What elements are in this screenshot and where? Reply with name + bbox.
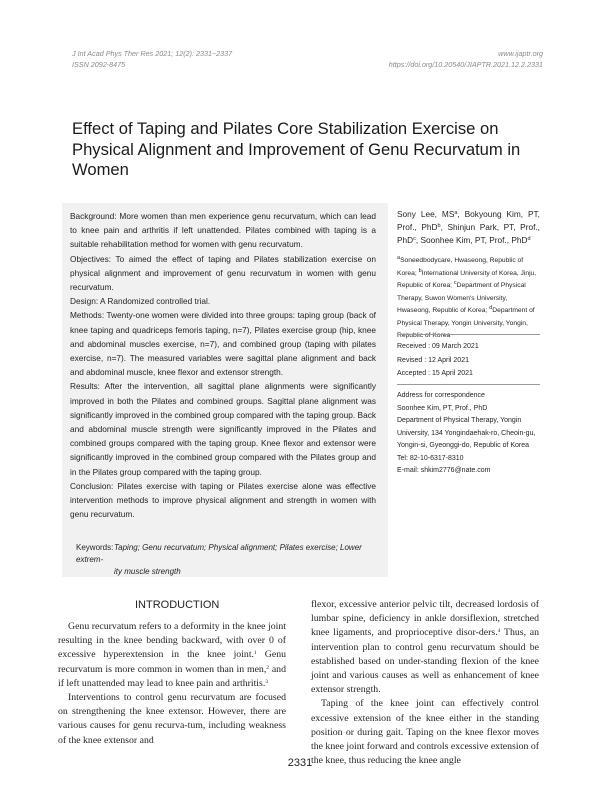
received-date: Received : 09 March 2021 [397, 343, 479, 350]
article-title: Effect of Taping and Pilates Core Stabilization Exercise on Physical Alignment and Improvement of Genu Recurvatum in Women [72, 119, 521, 179]
citation-1[interactable]: 1 [254, 650, 257, 657]
issn: ISSN 2092-8475 [72, 60, 126, 69]
citation-3[interactable]: 3 [265, 678, 269, 685]
abstract [70, 209, 376, 521]
journal-citation: J Int Acad Phys Ther Res 2021; 12(2): 2331~2337 [72, 49, 233, 58]
author-3: , Shinjun Park, PT, Prof., PhD [397, 222, 540, 246]
intro-paragraph-4: Taping of the knee joint can effectively control excessive extension of the knee either in the standing position or during gait. Taping on the knee flexor moves the knee joint forward and controls excessive extension of the knee, thus reducing the knee angle [311, 698, 539, 767]
intro-paragraph-1: Genu recurvatum refers to a deformity in the knee joint resulting in the knee bending backward, with over 0 of excessive hyperextension in the knee joint.$^1$ Genu recurvatum is more common in women than in men,$^2$ and if left unattended may lead to knee pain and arthritis.$^3$ [58, 621, 286, 689]
author-2: , Bokyoung Kim, PT, Prof., PhD [397, 209, 540, 233]
page-number: 2331 [287, 757, 313, 769]
journal-header-right [389, 48, 543, 70]
author-4: , Soonhee Kim, PT, Prof., PhD [415, 235, 528, 246]
affiliation-b: International University of Korea, Jinju, Republic of Korea; [397, 269, 537, 289]
section-heading-introduction: INTRODUCTION [135, 599, 220, 611]
correspondence-label: Address for correspondence [397, 392, 485, 399]
keywords-label: Keywords: [76, 543, 114, 552]
accepted-date: Accepted : 15 April 2021 [397, 370, 473, 377]
author-1-affil: a [454, 210, 458, 216]
keywords-text: Taping; Genu recurvatum; Physical alignment; Pilates exercise; Lower extrem- [76, 543, 362, 564]
divider [397, 334, 540, 335]
abstract-objectives: Objectives: To aimed the effect of taping and Pilates stabilization exercise on physical alignment and improvement of genu recurvatum in women with genu recurvatum. [70, 253, 376, 293]
abstract-design: Design: A Randomized controlled trial. [70, 296, 211, 307]
author-4-affil: d [527, 236, 531, 243]
correspondence-address: Department of Physical Therapy, Yongin University, 134 Yongindaehak-ro, Cheoin-gu, Yongin-si, Gyeonggi-do, Republic of Korea [397, 417, 536, 449]
doi-link[interactable]: https://doi.org/10.20540/JIAPTR.2021.12.2.2331 [388, 60, 543, 69]
correspondence-tel: Tel: 82-10-6317-8310 [397, 454, 464, 462]
affiliation-d: Department of Physical Therapy, Yongin University, Yongin, Republic of Korea [397, 307, 535, 339]
journal-header-left [72, 48, 232, 70]
intro-paragraph-2: Interventions to control genu recurvatum are focused on strengthening the knee extensor. However, there are various causes for genu recurva-tum, including weakness of the knee extensor and [58, 692, 286, 746]
abstract-conclusion: Conclusion: Pilates exercise with taping or Pilates exercise alone was effective intervention methods to improve physical alignment and strength in women with genu recurvatum. [70, 480, 376, 520]
citation-2[interactable]: 2 [266, 664, 270, 671]
keywords [76, 542, 386, 578]
revised-date: Revised : 12 April 2021 [397, 356, 469, 364]
author-1: Sony Lee, MS [397, 209, 455, 219]
article-dates [397, 340, 479, 381]
body-column-left [58, 620, 286, 748]
author-3-affil: c [413, 236, 416, 243]
journal-website-link[interactable]: www.ijaptr.org [498, 49, 543, 58]
affiliations: $^a$Soneedbodycare, Hwaseong, Republic of Korea; $^b$International University of Korea, Jinju, Republic of Korea; $^c$Department of Physical Therapy, Suwon Women's University, Hwaseong, Republic of Korea; $^d$Department of Physical Therapy, Yongin University, Yongin, Republic of Korea [397, 255, 537, 339]
correspondence-email[interactable]: E-mail: shkim2776@nate.com [397, 467, 491, 474]
affiliation-a: Soneedbodycare, Hwaseong, Republic of Korea; [397, 257, 524, 277]
keywords-text-continued: ity muscle strength [114, 567, 181, 576]
divider [397, 384, 540, 385]
author-2-affil: b [437, 223, 441, 230]
abstract-results: Results: After the intervention, all sagittal plane alignments were significantly improved in both the Pilates and combined groups. Sagittal plane alignment was significantly improved in the combined group compared with the taping group. Back and abdominal muscle strength were significantly improved in the Pilates and combined groups compared with the taping group. Knee flexor and extensor were significantly improved in the combined group compared with the Pilates group and in the Pilates group compared with the taping group. [70, 381, 376, 477]
intro-paragraph-3: flexor, excessive anterior pelvic tilt, decreased lordosis of lumbar spine, deficiency in ankle dorsiflexion, stretched knee ligaments, and proprioceptive disor-ders.$^4$ Thus, an intervention plan to control genu recurvatum should be established based on under-standing flexion of the knee joint and various causes as well as enhancement of knee extensor strength. [311, 599, 539, 696]
correspondence [397, 390, 540, 478]
body-column-right [311, 598, 539, 768]
abstract-background: Background: More women than men experience genu recurvatum, which can lead to knee pain and arthritis if left unattended. Pilates combined with taping is a suitable rehabilitation method for women with genu recurvatum. [70, 211, 376, 250]
abstract-methods: Methods: Twenty-one women were divided into three groups: taping group (back of knee taping and quadriceps femoris taping, n=7), Pilates exercise group (hip, knee and abdominal muscles exercise, n=7), and combined group (taping with pilates exercise, n=7). The measured variables were sagittal plane alignment and back and abdominal muscle, knee flexor and extensor strength. [70, 310, 376, 378]
citation-4[interactable]: 4 [497, 628, 501, 635]
affiliation-c: Department of Physical Therapy, Suwon Women's University, Hwaseong, Republic of Korea; [397, 282, 526, 314]
author-list [397, 208, 540, 248]
correspondence-name: Soonhee Kim, PT, Prof., PhD [397, 404, 488, 412]
